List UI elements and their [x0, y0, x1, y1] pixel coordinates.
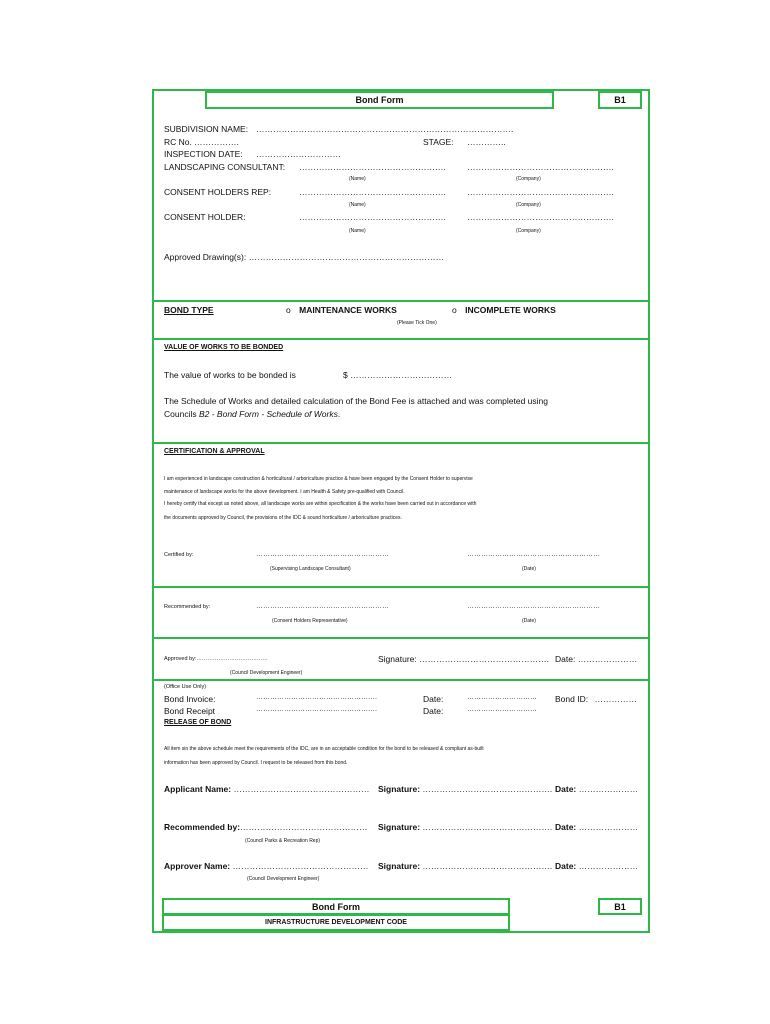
signature-label: Signature:	[378, 784, 421, 794]
signature-field[interactable]: ……………………………………….	[419, 654, 549, 664]
invoice-date-field[interactable]: …………………………	[467, 694, 537, 701]
recommended-by-field[interactable]: …………………………………………………	[256, 603, 389, 610]
tick-note: (Please Tick One)	[397, 320, 437, 326]
signature-field[interactable]: ……………………………………….	[422, 861, 553, 871]
signature-field[interactable]: ……………………………………….	[422, 822, 553, 832]
schedule-text-line1: The Schedule of Works and detailed calculation of the Bond Fee is attached and was completed using	[164, 396, 548, 406]
release-text-1: All item sin the above schedule meet the requirements of the IDC, are in an acceptable condition for the bond to be released & compliant as-built	[164, 746, 484, 752]
bond-invoice-label: Bond Invoice:	[164, 694, 216, 704]
receipt-date-label: Date:	[423, 706, 444, 716]
bond-receipt-field[interactable]: …………………………………………….	[256, 706, 377, 713]
value-heading: VALUE OF WORKS TO BE BONDED	[164, 344, 284, 351]
invoice-date-label: Date:	[423, 694, 444, 704]
applicant-name-label: Applicant Name:	[164, 784, 232, 794]
office-use-note: (Office Use Only)	[164, 684, 207, 690]
signature-label: Signature:	[378, 861, 421, 871]
footer-subtitle: INFRASTRUCTURE DEVELOPMENT CODE	[162, 914, 510, 931]
subdivision-name-field[interactable]: ……………………………………………………………………………….	[256, 124, 514, 134]
bond-invoice-field[interactable]: …………………………………………….	[256, 694, 377, 701]
holder-company-field[interactable]: …………………………………………….	[467, 212, 614, 222]
maintenance-checkbox[interactable]: o	[286, 305, 291, 315]
bond-id-label: Bond ID:	[555, 694, 589, 704]
company-caption: (Company)	[516, 202, 541, 208]
rc-no-label: RC No.	[164, 137, 192, 147]
subdivision-name-label: SUBDIVISION NAME:	[164, 124, 249, 134]
bond-receipt-label: Bond Receipt	[164, 706, 216, 716]
consultant-company-field[interactable]: …………………………………………….	[467, 162, 614, 172]
inspection-date-label: INSPECTION DATE:	[164, 149, 243, 159]
receipt-date-field[interactable]: …………………………	[467, 706, 537, 713]
holders-rep-caption: (Consent Holders Representative)	[272, 618, 348, 624]
certification-text-2: maintenance of landscape works for the above development. I am Health & Safety pre-qualified with Council.	[164, 489, 405, 495]
engineer-caption: (Council Development Engineer)	[247, 876, 320, 882]
approver-name-field[interactable]: …………………………………………	[232, 861, 369, 871]
date-label: Date:	[555, 784, 577, 794]
company-caption: (Company)	[516, 228, 541, 234]
rc-no-field[interactable]: …………….	[194, 137, 239, 147]
recommended-by-label: Recommended by:	[164, 604, 211, 610]
section-divider	[154, 637, 648, 639]
applicant-name-field[interactable]: …………………………………………	[233, 784, 370, 794]
schedule-text-prefix: Councils	[164, 409, 199, 419]
consent-holder-label: CONSENT HOLDER:	[164, 212, 246, 222]
release-heading: RELEASE OF BOND	[164, 719, 232, 726]
name-caption: (Name)	[349, 228, 366, 234]
consent-holders-rep-label: CONSENT HOLDERS REP:	[164, 187, 272, 197]
date-caption: (Date)	[522, 618, 536, 624]
bond-type-heading: BOND TYPE	[164, 305, 214, 315]
approved-drawings-label: Approved Drawing(s):	[164, 252, 247, 262]
signature-label: Signature:	[378, 822, 421, 832]
date-field[interactable]: …………………	[577, 654, 638, 664]
rep-name-field[interactable]: …………………………………………….	[299, 187, 446, 197]
stage-label: STAGE:	[423, 137, 454, 147]
supervising-caption: (Supervising Landscape Consultant)	[270, 566, 351, 572]
recommended-by-label: Recommended by:	[164, 822, 241, 832]
company-caption: (Company)	[516, 176, 541, 182]
recommended-by-field[interactable]: ………………………………………	[240, 822, 368, 832]
approved-drawings-field[interactable]: ……………………………………………………………	[248, 252, 445, 262]
form-title: Bond Form	[205, 91, 554, 109]
date-label: Date:	[555, 822, 577, 832]
approved-by-field[interactable]: Approved by:…………………………………	[164, 656, 268, 662]
footer-title: Bond Form	[162, 898, 510, 915]
certification-heading: CERTIFICATION & APPROVAL	[164, 448, 265, 455]
date-label: Date:	[555, 861, 577, 871]
incomplete-checkbox[interactable]: o	[452, 305, 457, 315]
name-caption: (Name)	[349, 202, 366, 208]
schedule-form-reference: B2 - Bond Form - Schedule of Works	[198, 409, 338, 419]
footer-code: B1	[598, 898, 642, 915]
inspection-date-field[interactable]: …………………………	[256, 149, 341, 159]
stage-field[interactable]: …………..	[467, 137, 506, 147]
date-field[interactable]: …………………	[578, 822, 639, 832]
engineer-caption: (Council Development Engineer)	[230, 670, 303, 676]
section-divider	[154, 338, 648, 340]
parks-caption: (Council Parks & Recreation Rep)	[245, 838, 321, 844]
signature-field[interactable]: ……………………………………….	[422, 784, 553, 794]
date-field[interactable]: …………………	[578, 861, 639, 871]
value-text: The value of works to be bonded is	[164, 370, 296, 380]
schedule-text-suffix: .	[337, 409, 341, 419]
recommended-date-field[interactable]: …………………………………………………	[467, 603, 600, 610]
certified-by-field[interactable]: …………………………………………………	[256, 551, 389, 558]
bond-id-field[interactable]: ……………	[594, 694, 637, 704]
section-divider	[154, 300, 648, 302]
approver-name-label: Approver Name:	[164, 861, 231, 871]
certified-date-field[interactable]: …………………………………………………	[467, 551, 600, 558]
rep-company-field[interactable]: …………………………………………….	[467, 187, 614, 197]
certification-text-1: I am experienced in landscape construction & horticultural / arboriculture practice & have been engaged by the Consent Holder to supervise	[164, 476, 473, 482]
maintenance-works-label: MAINTENANCE WORKS	[299, 305, 397, 315]
date-label: Date:	[555, 654, 576, 664]
holder-name-field[interactable]: …………………………………………….	[299, 212, 446, 222]
date-field[interactable]: …………………	[578, 784, 639, 794]
landscaping-consultant-label: LANDSCAPING CONSULTANT:	[164, 162, 286, 172]
consultant-name-field[interactable]: …………………………………………….	[299, 162, 446, 172]
section-divider	[154, 442, 648, 444]
certified-by-label: Certified by:	[164, 552, 194, 558]
certification-text-4: the documents approved by Council, the provisions of the IDC & sound horticulture / arboriculture practices.	[164, 515, 402, 521]
section-divider	[154, 586, 648, 588]
form-code: B1	[598, 91, 642, 109]
signature-label: Signature:	[378, 654, 417, 664]
release-text-2: information has been approved by Council. I request to be released from this bond.	[164, 760, 348, 766]
certification-text-3: I hereby certify that except as noted above, all landscape works are within specification & the works have been carried out in accordance with	[164, 501, 477, 507]
incomplete-works-label: INCOMPLETE WORKS	[465, 305, 556, 315]
section-divider	[154, 679, 648, 681]
value-amount-field[interactable]: $ ………………………………	[343, 370, 453, 380]
date-caption: (Date)	[522, 566, 536, 572]
name-caption: (Name)	[349, 176, 366, 182]
